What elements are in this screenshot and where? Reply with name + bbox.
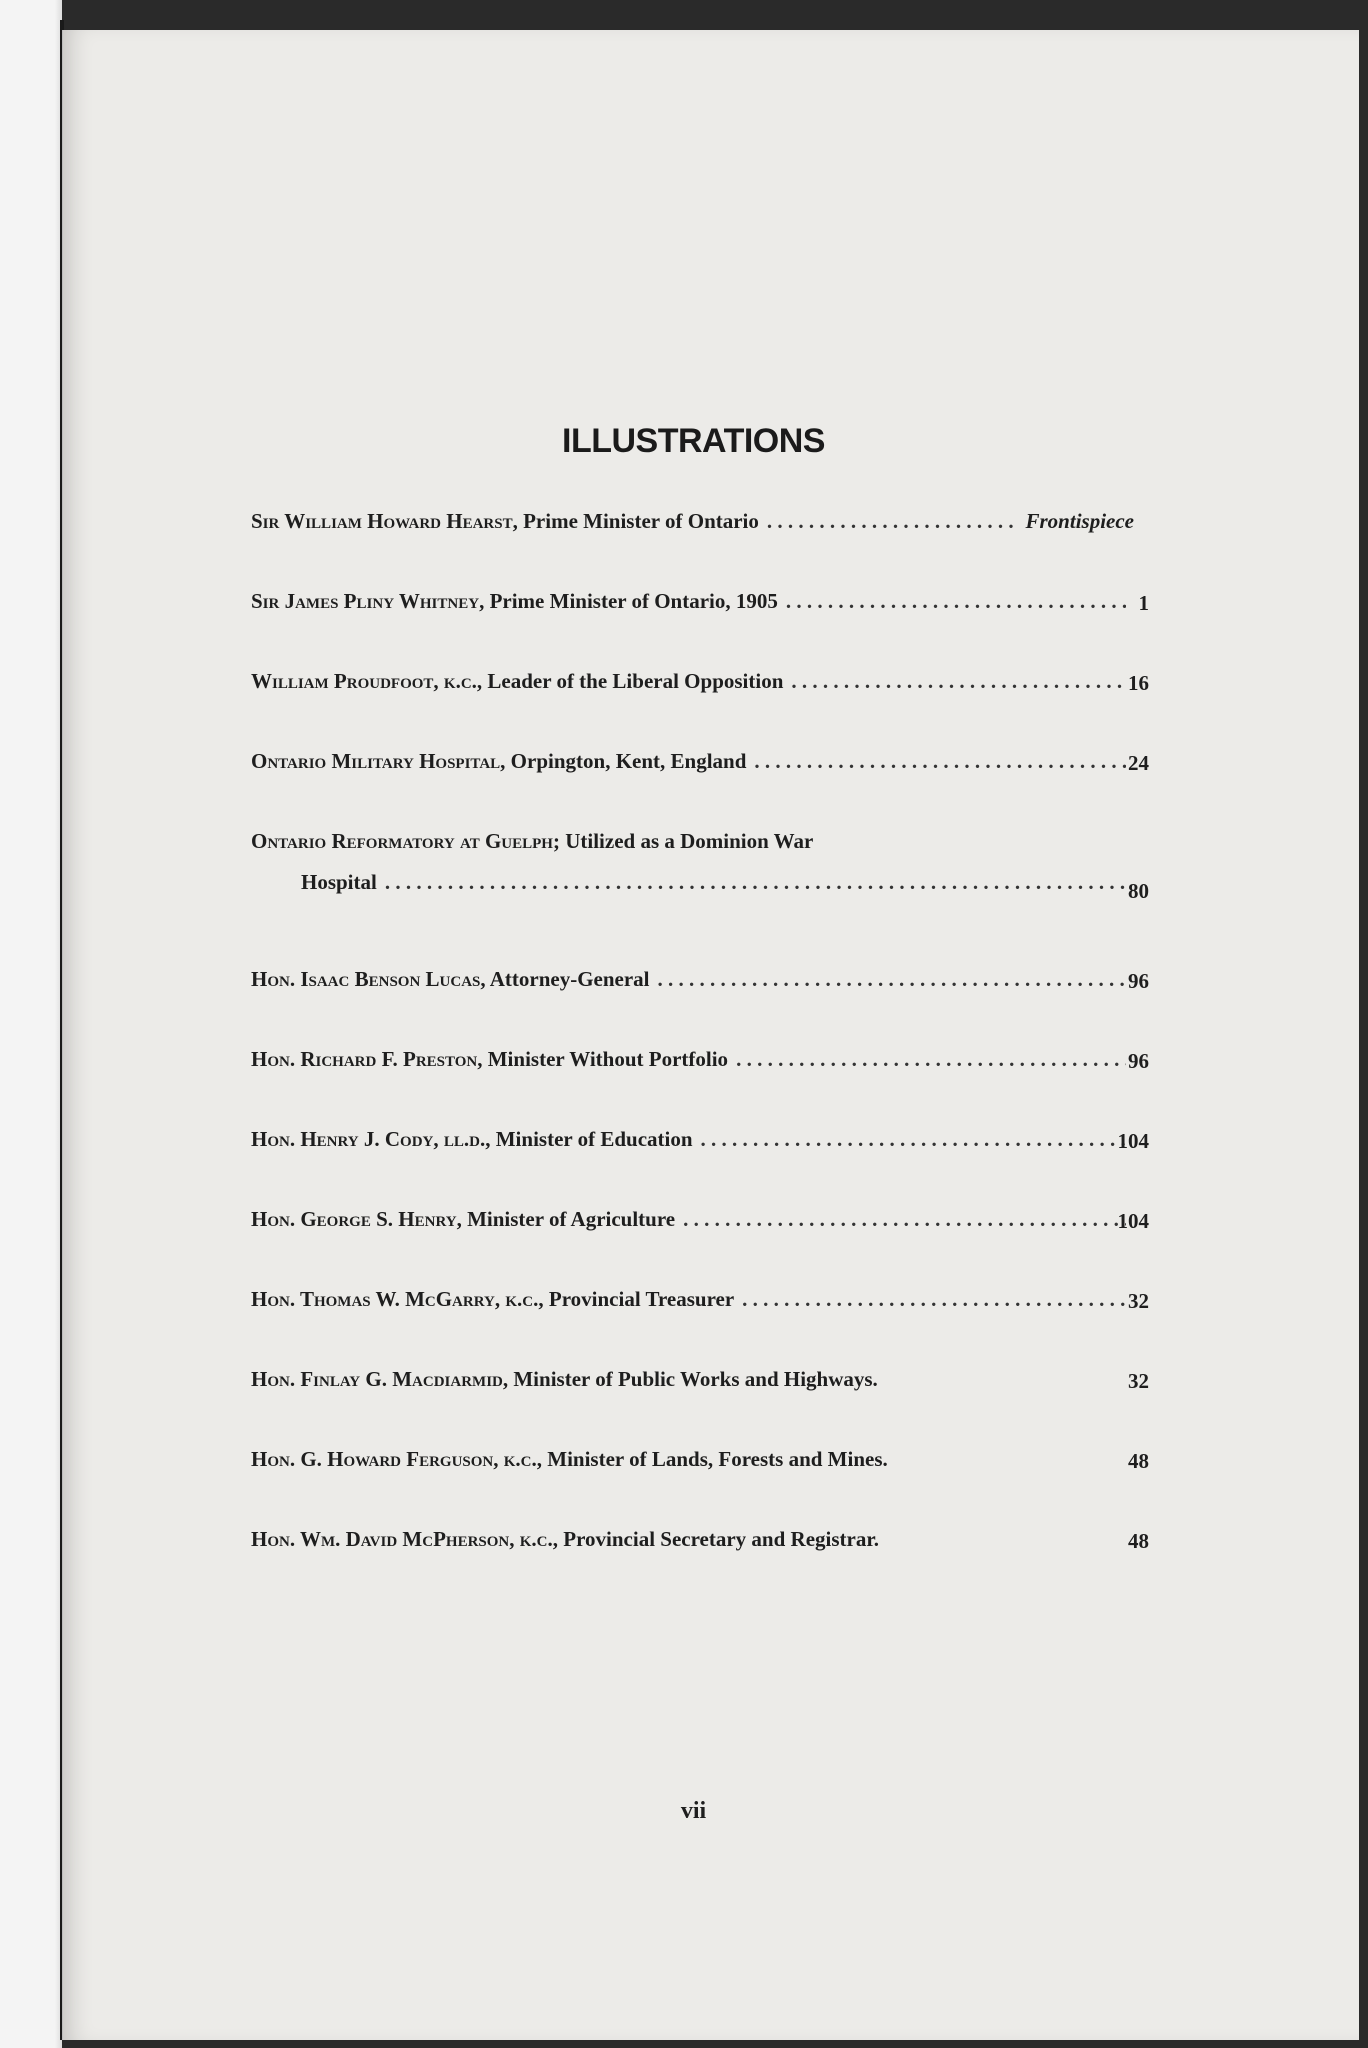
entry-page: 104 — [1117, 1129, 1149, 1153]
entry-name: Hon. Thomas W. McGarry, k.c. — [251, 1287, 539, 1311]
entry-page: 48 — [1128, 1449, 1149, 1473]
entry-desc: ; Utilized as a Dominion War — [552, 829, 814, 853]
page-title: ILLUSTRATIONS — [562, 422, 825, 460]
entry-desc: , Minister Without Portfolio — [477, 1047, 729, 1071]
illustration-entry — [251, 1527, 1134, 1552]
book-gutter — [0, 0, 62, 2048]
illustration-entry — [251, 1447, 1134, 1472]
entry-page: 32 — [1128, 1369, 1149, 1393]
leader-dots — [754, 749, 1126, 774]
illustration-entry — [251, 1127, 1134, 1152]
entry-name: Hon. Wm. David McPherson, k.c. — [251, 1527, 553, 1551]
entry-page: 80 — [1128, 879, 1149, 903]
book-page — [62, 30, 1359, 2040]
entry-page: 48 — [1128, 1529, 1149, 1553]
entry-desc: , Leader of the Liberal Opposition — [476, 669, 784, 693]
entry-name: Ontario Reformatory at Guelph — [251, 829, 553, 853]
entry-name: Hon. George S. Henry — [251, 1207, 457, 1231]
entry-desc: , Minister of Agriculture — [456, 1207, 676, 1231]
illustration-entry — [251, 669, 1134, 694]
illustration-entry — [251, 589, 1134, 614]
entry-desc: , Prime Minister of Ontario, 1905 — [479, 589, 778, 613]
entry-page: 96 — [1128, 1049, 1149, 1073]
entry-desc: , Minister of Education — [485, 1127, 693, 1151]
entry-name: Sir James Pliny Whitney — [251, 589, 480, 613]
entry-page: 96 — [1128, 969, 1149, 993]
entry-page: 24 — [1128, 751, 1149, 775]
illustration-entry — [251, 1047, 1134, 1072]
entry-page: 16 — [1128, 671, 1149, 695]
entry-name: Hon. Henry J. Cody, ll.d. — [251, 1127, 486, 1151]
leader-dots — [791, 669, 1126, 694]
entry-page: Frontispiece — [1025, 509, 1134, 533]
entry-desc: , Provincial Secretary and Registrar. — [552, 1527, 879, 1551]
leader-dots — [742, 1287, 1126, 1312]
leader-dots — [736, 1047, 1126, 1072]
leader-dots — [683, 1207, 1126, 1232]
entry-desc-cont: Hospital — [301, 870, 377, 895]
leader-dots — [658, 967, 1126, 992]
entry-desc: , Minister of Lands, Forests and Mines. — [536, 1447, 888, 1471]
illustration-entry — [251, 509, 1134, 534]
entry-name: William Proudfoot, k.c. — [251, 669, 477, 693]
illustration-entry — [251, 749, 1134, 774]
entry-name: Hon. Richard F. Preston — [251, 1047, 478, 1071]
entry-name: Sir William Howard Hearst — [251, 509, 513, 533]
illustration-entry — [251, 1287, 1134, 1312]
entry-desc: , Orpington, Kent, England — [500, 749, 747, 773]
entry-desc: , Minister of Public Works and Highways. — [502, 1367, 878, 1391]
illustration-entry — [251, 1367, 1134, 1392]
leader-dots — [385, 870, 1126, 895]
entry-name: Ontario Military Hospital — [251, 749, 501, 773]
leader-dots — [786, 589, 1126, 614]
entry-desc: , Provincial Treasurer — [538, 1287, 735, 1311]
entry-name: Hon. Isaac Benson Lucas — [251, 967, 481, 991]
entry-page: 104 — [1117, 1209, 1149, 1233]
entry-page: 32 — [1128, 1289, 1149, 1313]
illustration-entry — [251, 829, 1134, 895]
illustration-entry — [251, 1207, 1134, 1232]
leader-dots — [767, 509, 1018, 534]
entry-desc: , Prime Minister of Ontario — [512, 509, 759, 533]
leader-dots — [701, 1127, 1126, 1152]
entry-name: Hon. G. Howard Ferguson, k.c. — [251, 1447, 537, 1471]
page-number: vii — [680, 1798, 707, 1824]
entry-desc: , Attorney-General — [480, 967, 650, 991]
entry-name: Hon. Finlay G. Macdiarmid — [251, 1367, 503, 1391]
entry-page: 1 — [1138, 591, 1149, 615]
illustration-entry — [251, 967, 1134, 992]
